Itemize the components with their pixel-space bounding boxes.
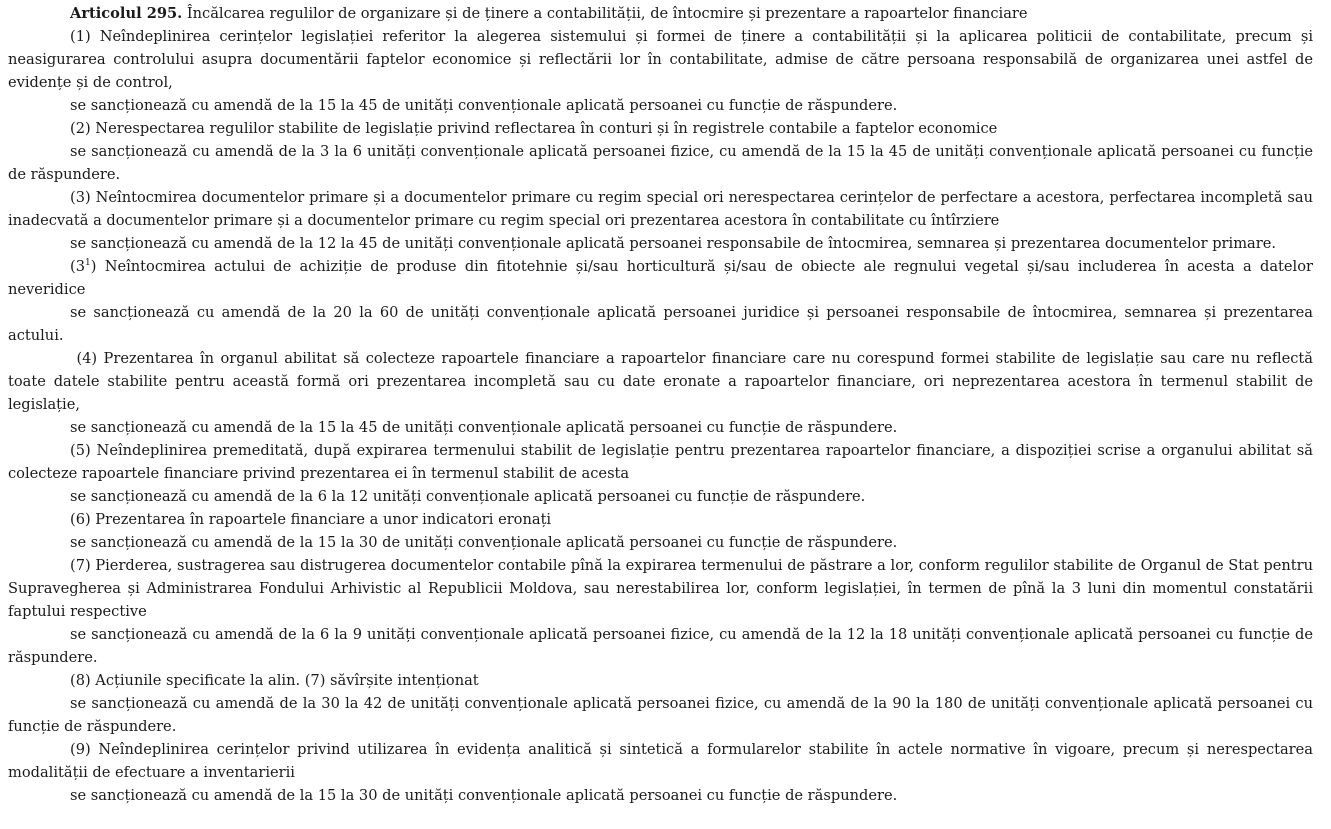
paragraph-2: (2) Nerespectarea regulilor stabilite de legislație privind reflectarea în conturi și în registrele contabile a faptelor economice [70, 120, 998, 137]
paragraph-3-1-open: (3 [70, 258, 85, 275]
paragraph-7: (7) Pierderea, sustragerea sau distrugerea documentelor contabile pînă la expirarea termenului de păstrare a lor, conform regulilor stabilite de Organul de Stat pentru Supravegherea și Administrarea Fondului Arhivistic al Republicii Moldova, sau nerestabilirea lor, conform legislației, în termen de pînă la 3 luni din momentul constatării faptului respective [8, 557, 1313, 620]
paragraph-3-1-sup: 1 [84, 258, 91, 269]
sanction-5: se sancționează cu amendă de la 6 la 12 unități convenționale aplicată persoanei cu funcție de răspundere. [70, 488, 866, 505]
paragraph-1: (1) Neîndeplinirea cerințelor legislației referitor la alegerea sistemului și formei de ținere a contabilității și la aplicarea politicii de contabilitate, precum și neasigurarea controlului asupra documentării faptelor economice și reflectării lor în contabilitate, admise de către persoana responsabilă de organizarea unei astfel de evidențe și de control, [8, 28, 1313, 91]
paragraph-9: (9) Neîndeplinirea cerințelor privind utilizarea în evidența analitică și sintetică a formularelor stabilite în actele normative în vigoare, precum și nerespectarea modalității de efectuare a inventarierii [8, 741, 1313, 781]
sanction-3-1: se sancționează cu amendă de la 20 la 60 de unități convenționale aplicată persoanei juridice și persoanei responsabile de întocmirea, semnarea și prezentarea actului. [8, 304, 1313, 344]
sanction-4: se sancționează cu amendă de la 15 la 45 de unități convenționale aplicată persoanei cu funcție de răspundere. [70, 419, 898, 436]
sanction-9: se sancționează cu amendă de la 15 la 30 de unități convenționale aplicată persoanei cu funcție de răspundere. [70, 787, 898, 804]
paragraph-3-1 [8, 255, 1313, 301]
paragraph-5: (5) Neîndeplinirea premeditată, după expirarea termenului stabilit de legislație pentru prezentarea rapoartelor financiare, a dispoziției scrise a organului abilitat să colecteze rapoartele financiare privind prezentarea ei în termenul stabilit de acesta [8, 442, 1313, 482]
sanction-8: se sancționează cu amendă de la 30 la 42 de unități convenționale aplicată persoanei fizice, cu amendă de la 90 la 180 de unități convenționale aplicată persoanei cu funcție de răspundere. [8, 695, 1313, 735]
paragraph-3: (3) Neîntocmirea documentelor primare și a documentelor primare cu regim special ori nerespectarea cerințelor de perfectare a acestora, perfectarea incompletă sau inadecvată a documentelor primare și a documentelor primare cu regim special ori prezentarea acestora în contabilitate cu întîrziere [8, 189, 1313, 229]
article-heading [8, 2, 1313, 25]
sanction-2: se sancționează cu amendă de la 3 la 6 unități convenționale aplicată persoanei fizice, cu amendă de la 15 la 45 de unități convenționale aplicată persoanei cu funcție de răspundere. [8, 143, 1313, 183]
paragraph-8: (8) Acțiunile specificate la alin. (7) săvîrșite intenționat [70, 672, 479, 689]
article-label: Articolul 295. [70, 5, 183, 22]
article-title: Încălcarea regulilor de organizare și de ținere a contabilității, de întocmire și prezentare a rapoartelor financiare [186, 5, 1028, 22]
sanction-1: se sancționează cu amendă de la 15 la 45 de unități convenționale aplicată persoanei cu funcție de răspundere. [70, 97, 898, 114]
sanction-3: se sancționează cu amendă de la 12 la 45 de unități convenționale aplicată persoanei responsabile de întocmirea, semnarea și prezentarea documentelor primare. [70, 235, 1276, 252]
paragraph-4: (4) Prezentarea în organul abilitat să colecteze rapoartele financiare a rapoartelor financiare care nu corespund formei stabilite de legislație sau care nu reflectă toate datele stabilite pentru această formă ori prezentarea incompletă sau cu date eronate a rapoartelor financiare, ori neprezentarea acestora în termenul stabilit de legislație, [8, 350, 1318, 413]
paragraph-6: (6) Prezentarea în rapoartele financiare a unor indicatori eronați [70, 511, 552, 528]
sanction-7: se sancționează cu amendă de la 6 la 9 unități convenționale aplicată persoanei fizice, cu amendă de la 12 la 18 unități convenționale aplicată persoanei cu funcție de răspundere. [8, 626, 1313, 666]
sanction-6: se sancționează cu amendă de la 15 la 30 de unități convenționale aplicată persoanei cu funcție de răspundere. [70, 534, 898, 551]
paragraph-3-1-text: ) Neîntocmirea actului de achiziție de produse din fitotehnie și/sau horticultură și/sau de obiecte ale regnului vegetal și/sau includerea în acesta a datelor neveridice [8, 258, 1313, 298]
